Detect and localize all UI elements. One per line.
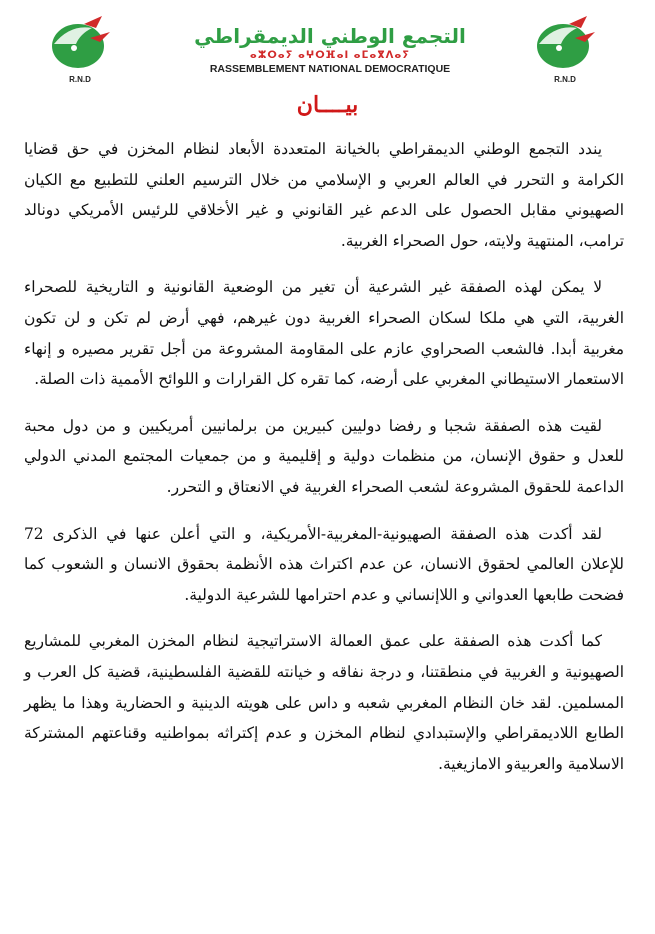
party-logo-right	[525, 14, 605, 84]
paragraph: لقيت هذه الصفقة شجبا و رفضا دوليين كبيرين من برلمانيين أمريكيين و من دول محبة للعدل و حقوق الإنسان، من منظمات دولية و إقليمية و من جمعيات المجتمع المدني الدولي الداعمة للحقوق المشروعة لشعب الصحراء الغربية في الانعتاق و التحرر.	[24, 416, 624, 496]
party-name-arabic: التجمع الوطني الديمقراطي	[194, 24, 466, 48]
paragraph: لقد أكدت هذه الصفقة الصهيونية-المغربية-الأمريكية، و التي أعلن عنها في الذكرى 72 للإعلان العالمي لحقوق الانسان، عن عدم اكتراث هذه الأنظمة بحقوق الانسان و الشعوب كما فضحت طابعها العدواني و اللاإنساني و عدم احترامها للشرعية الدولية.	[24, 524, 624, 604]
party-name-tifinagh: ⴰⵣⵔⴰⵢ ⴰⵖⵔⴼⴰⵏ ⴰⵎⴰⴳⴷⴰⵢ	[249, 50, 411, 61]
party-name-block	[170, 24, 490, 75]
party-logo-left	[40, 14, 120, 84]
emblem-icon	[40, 14, 120, 72]
document-title: بيــــان	[296, 92, 359, 118]
paragraph: يندد التجمع الوطني الديمقراطي بالخيانة المتعددة الأبعاد لنظام المخزن في حق قضايا الكرامة و التحرر في العالم العربي و الإسلامي من خلال الترسيم العلني للتطبيع مع الكيان الصهيوني مقابل الحصول على الدعم غير القانوني و غير الأخلاقي للرئيس الأمريكي دونالد ترامب، المنتهية ولايته، حول الصحراء الغربية.	[24, 140, 624, 250]
paragraph: كما أكدت هذه الصفقة على عمق العمالة الاستراتيجية لنظام المخزن المغربي للمشاريع الصهيونية و الغربية في منطقتنا، و درجة نفاقه و خيانته للقضية الفلسطينية، قضية كل العرب و المسلمين. لقد خان النظام المغربي شعبه و داس على هويته الدينية و الحضارية وهذا ما يظهر الطابع اللاديمقراطي والإستبدادي لنظام المخزن و عدم إكتراثه بمواطنيه وقناعتهم المشتركة الاسلامية والعربيةو الامازيغية.	[24, 632, 624, 773]
logo-label-right: R.N.D	[554, 75, 576, 84]
paragraph: لا يمكن لهذه الصفقة غير الشرعية أن تغير من الوضعية القانونية و التاريخية للصحراء الغربية، التي هي ملكا لسكان الصحراء الغربية دون غيرهم، فهي أرض لم تكن و لن تكون مغربية أبدا. فالشعب الصحراوي عازم على المقاومة المشروعة من أجل تقرير مصيره و إنهاء الاستعمار الاستيطاني المغربي على أرضه، كما تقره كل القرارات و اللوائح الأممية ذات الصلة.	[24, 278, 624, 389]
emblem-icon	[525, 14, 605, 72]
logo-label-left: R.N.D	[69, 75, 91, 84]
letterhead	[0, 0, 655, 90]
party-name-french: RASSEMBLEMENT NATIONAL DEMOCRATIQUE	[209, 63, 451, 75]
statement-body	[24, 134, 624, 795]
